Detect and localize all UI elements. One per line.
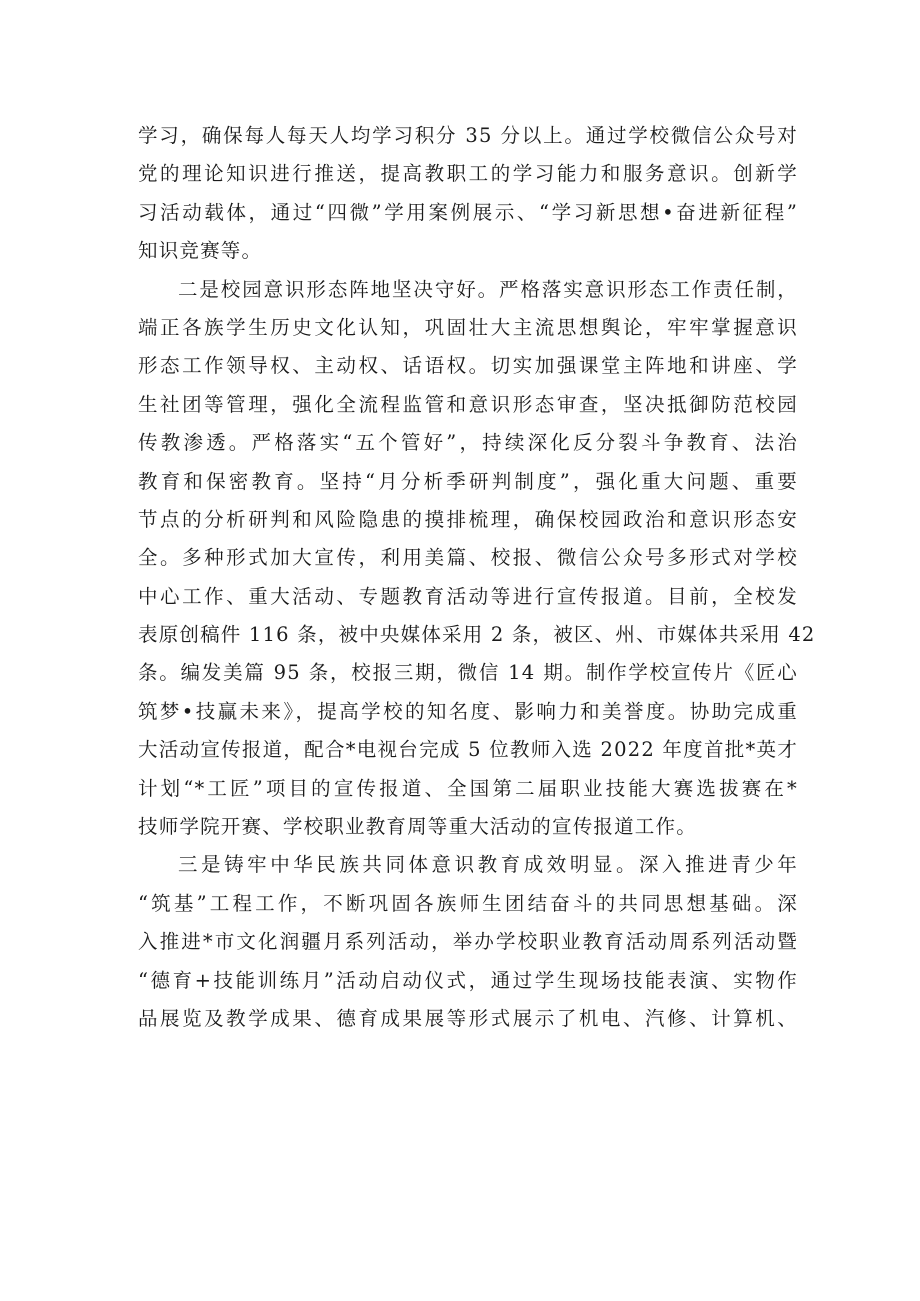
- paragraph-line: 计划“*工匠”项目的宣传报道、全国第二届职业技能大赛选拔赛在*: [138, 776, 798, 800]
- paragraph-line: 节点的分析研判和风险隐患的摸排梳理，确保校园政治和意识形态安: [138, 507, 798, 531]
- paragraph-line: 学习，确保每人每天人均学习积分 35 分以上。通过学校微信公众号对: [138, 124, 798, 147]
- paragraph-line: 中心工作、重大活动、专题教育活动等进行宣传报道。目前，全校发: [138, 584, 798, 608]
- paragraph-line: 生社团等管理，强化全流程监管和意识形态审查，坚决抵御防范校园: [138, 392, 798, 416]
- paragraph-line: 教育和保密教育。坚持“月分析季研判制度”，强化重大问题、重要: [138, 469, 798, 493]
- paragraph-line: 知识竞赛等。: [138, 239, 263, 263]
- paragraph-line: 表原创稿件 116 条，被中央媒体采用 2 条，被区、州、市媒体共采用 42: [138, 623, 816, 647]
- paragraph-line: 习活动载体，通过“四微”学用案例展示、“学习新思想•奋进新征程”: [138, 200, 798, 224]
- paragraph-line: 全。多种形式加大宣传，利用美篇、校报、微信公众号多形式对学校: [138, 546, 798, 570]
- paragraph-line: “德育+技能训练月”活动启动仪式，通过学生现场技能表演、实物作: [138, 968, 798, 992]
- paragraph-line: 大活动宣传报道，配合*电视台完成 5 位教师入选 2022 年度首批*英才: [138, 738, 798, 762]
- paragraph-line: 入推进*市文化润疆月系列活动，举办学校职业教育活动周系列活动暨: [138, 930, 798, 954]
- paragraph-line: 形态工作领导权、主动权、话语权。切实加强课堂主阵地和讲座、学: [138, 354, 798, 378]
- paragraph-line: 党的理论知识进行推送，提高教职工的学习能力和服务意识。创新学: [138, 162, 798, 186]
- paragraph-first-line: 二是校园意识形态阵地坚决守好。严格落实意识形态工作责任制，: [178, 277, 798, 301]
- paragraph-line: 条。编发美篇 95 条，校报三期，微信 14 期。制作学校宣传片《匠心: [138, 661, 798, 685]
- paragraph-line: 端正各族学生历史文化认知，巩固壮大主流思想舆论，牢牢掌握意识: [138, 315, 798, 339]
- document-body: [138, 117, 816, 1038]
- paragraph-line: 品展览及教学成果、德育成果展等形式展示了机电、汽修、计算机、: [138, 1006, 798, 1030]
- paragraph-line: 传教渗透。严格落实“五个管好”，持续深化反分裂斗争教育、法治: [138, 431, 798, 455]
- paragraph-first-line: 三是铸牢中华民族共同体意识教育成效明显。深入推进青少年: [178, 853, 798, 877]
- paragraph-line: 技师学院开赛、学校职业教育周等重大活动的宣传报道工作。: [138, 815, 697, 839]
- paragraph-line: “筑基”工程工作，不断巩固各族师生团结奋斗的共同思想基础。深: [138, 891, 798, 915]
- paragraph-line: 筑梦•技赢未来》，提高学校的知名度、影响力和美誉度。协助完成重: [138, 699, 798, 723]
